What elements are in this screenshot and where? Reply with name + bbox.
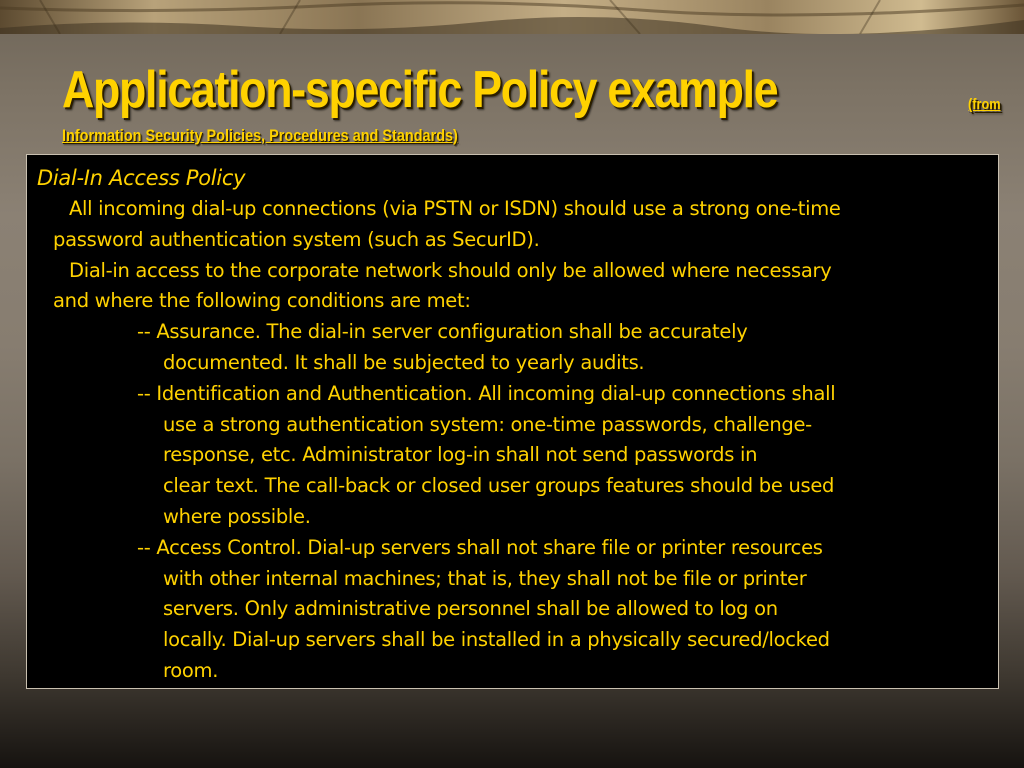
condition-access-control bbox=[37, 533, 998, 687]
paragraph-line: and where the following conditions are met: bbox=[53, 289, 471, 313]
policy-paragraph bbox=[37, 256, 998, 318]
policy-paragraph bbox=[37, 194, 998, 256]
decorative-header-strip bbox=[0, 0, 1024, 34]
slide-title-source-prefix[interactable]: (from bbox=[968, 96, 1001, 113]
policy-content-box bbox=[26, 154, 999, 689]
condition-line: -- Identification and Authentication. All incoming dial-up connections shall bbox=[137, 381, 836, 405]
policy-heading: Dial-In Access Policy bbox=[37, 166, 246, 190]
slide-title: Application-specific Policy example bbox=[62, 61, 778, 119]
condition-line: documented. It shall be subjected to yearly audits. bbox=[163, 350, 645, 374]
condition-line: response, etc. Administrator log-in shall not send passwords in bbox=[163, 443, 758, 467]
paragraph-line: Dial-in access to the corporate network should only be allowed where necessary bbox=[69, 258, 832, 282]
parchment-texture bbox=[0, 0, 1024, 34]
condition-line: clear text. The call-back or closed user groups features should be used bbox=[163, 474, 835, 498]
condition-line: use a strong authentication system: one-time passwords, challenge- bbox=[163, 412, 812, 436]
slide-title-line bbox=[62, 60, 1012, 120]
paragraph-line: password authentication system (such as SecurID). bbox=[53, 227, 540, 251]
condition-line: room. bbox=[163, 658, 219, 682]
paragraph-line: All incoming dial-up connections (via PSTN or ISDN) should use a strong one-time bbox=[69, 197, 841, 220]
slide-source-link[interactable]: Information Security Policies, Procedures and Standards) bbox=[62, 126, 458, 145]
condition-line: -- Access Control. Dial-up servers shall not share file or printer resources bbox=[137, 535, 823, 559]
condition-assurance bbox=[37, 317, 998, 379]
condition-line: servers. Only administrative personnel shall be allowed to log on bbox=[163, 597, 778, 621]
condition-line: locally. Dial-up servers shall be installed in a physically secured/locked bbox=[163, 628, 830, 652]
condition-line: where possible. bbox=[163, 504, 311, 528]
condition-identification bbox=[37, 379, 998, 533]
condition-line: -- Assurance. The dial-in server configuration shall be accurately bbox=[137, 320, 748, 344]
condition-line: with other internal machines; that is, they shall not be file or printer bbox=[163, 566, 807, 590]
